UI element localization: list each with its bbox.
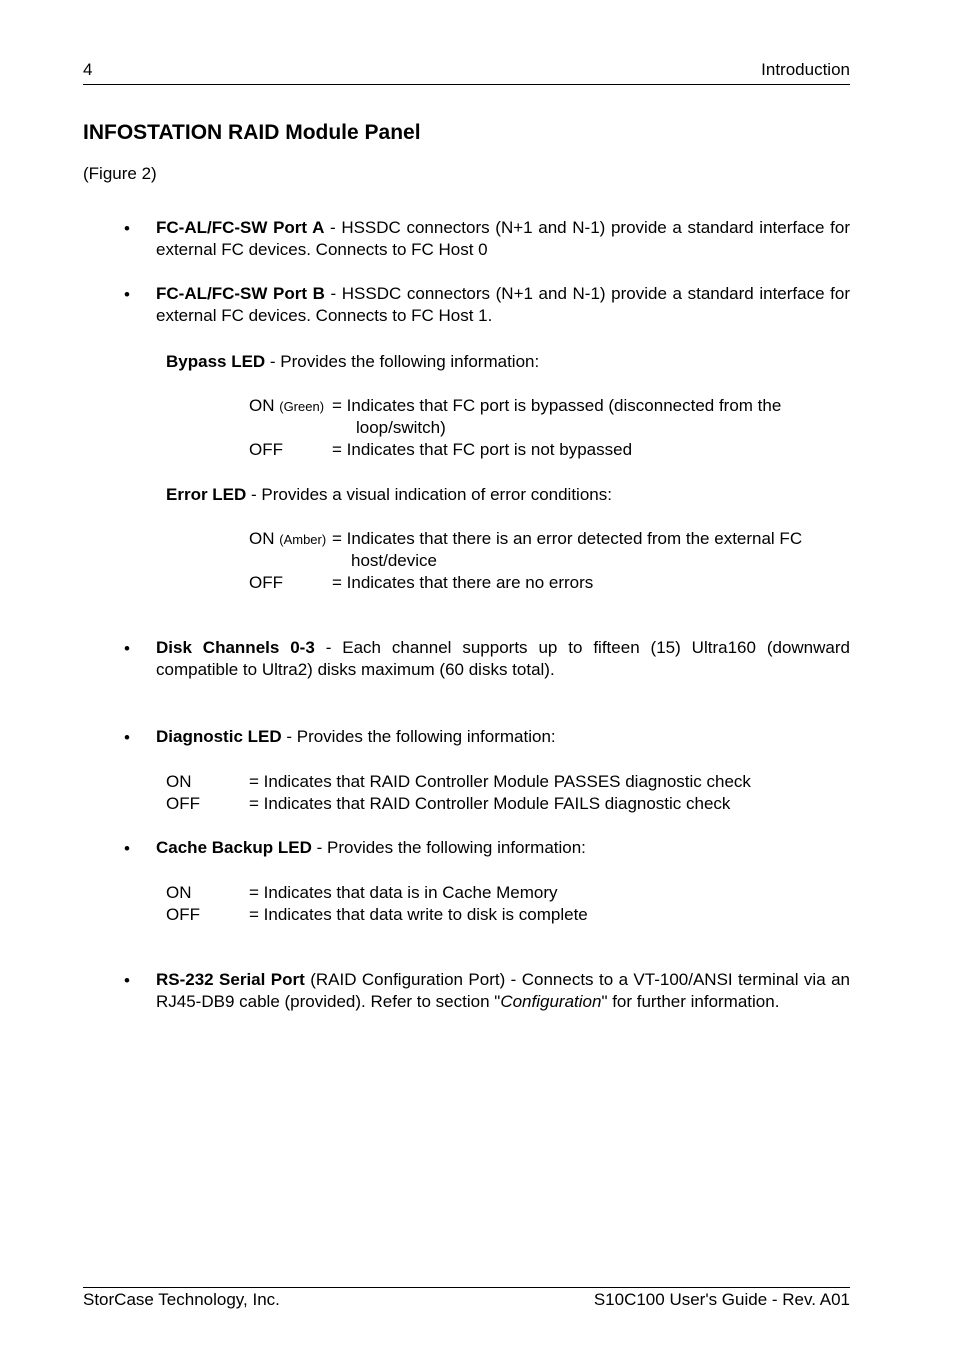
error-on-desc-cont: host/device bbox=[351, 551, 437, 570]
port-a-text: - HSSDC connectors (N+1 and N-1) provide a standard interface for external FC devices. Connects to FC Host 0 bbox=[156, 218, 850, 260]
footer-rule bbox=[83, 1287, 850, 1288]
footer-company: StorCase Technology, Inc. bbox=[83, 1290, 280, 1309]
error-led-heading bbox=[166, 485, 612, 505]
bypass-led-text: - Provides the following information: bbox=[265, 352, 540, 371]
state-on: ON bbox=[249, 396, 275, 415]
cache-off-state: OFF bbox=[166, 905, 200, 924]
header-rule bbox=[83, 84, 850, 85]
page-title: INFOSTATION RAID Module Panel bbox=[83, 121, 421, 144]
disk-channels-text: - Each channel supports up to fifteen (15) Ultra160 (downward compatible to Ultra2) disks maximum (60 disks total). bbox=[156, 638, 850, 680]
cache-backup-led-text: - Provides the following information: bbox=[311, 838, 586, 857]
footer-doc-id: S10C100 User's Guide - Rev. A01 bbox=[593, 1290, 850, 1309]
diagnostic-led-text: - Provides the following information: bbox=[281, 727, 556, 746]
state-on: ON bbox=[249, 529, 275, 548]
figure-reference: (Figure 2) bbox=[83, 164, 157, 183]
bullet-marker: • bbox=[124, 219, 130, 238]
bypass-led-label: Bypass LED bbox=[166, 352, 266, 371]
bullet-marker: • bbox=[124, 971, 130, 990]
disk-channels-label: Disk Channels 0-3 bbox=[156, 638, 315, 657]
diagnostic-led-item bbox=[156, 726, 850, 748]
bypass-on-desc-cont: loop/switch) bbox=[356, 418, 446, 437]
port-b-item bbox=[156, 283, 850, 328]
bypass-off-state: OFF bbox=[249, 440, 283, 459]
led-color-amber: (Amber) bbox=[279, 532, 327, 547]
rs232-item bbox=[156, 969, 850, 1014]
port-a-item bbox=[156, 217, 850, 262]
port-a-label: FC-AL/FC-SW Port A bbox=[156, 218, 325, 237]
port-b-text: - HSSDC connectors (N+1 and N-1) provide a standard interface for external FC devices. Connects to FC Host 1. bbox=[156, 284, 850, 326]
cache-backup-led-label: Cache Backup LED bbox=[156, 838, 312, 857]
bullet-marker: • bbox=[124, 728, 130, 747]
page-number: 4 bbox=[83, 60, 93, 79]
led-color-green: (Green) bbox=[279, 399, 325, 414]
error-off-desc: = Indicates that there are no errors bbox=[332, 573, 594, 592]
cache-off-desc: = Indicates that data write to disk is complete bbox=[249, 905, 588, 924]
rs232-text-end: " for further information. bbox=[601, 992, 780, 1012]
rs232-text: (RAID Configuration Port) - Connects to a VT-100/ANSI terminal via an RJ45-DB9 cable (provided). Refer to section " bbox=[156, 970, 850, 1012]
error-led-label: Error LED bbox=[166, 485, 247, 504]
error-led-text: - Provides a visual indication of error conditions: bbox=[246, 485, 612, 504]
rs232-section-ref: Configuration bbox=[500, 992, 602, 1012]
bypass-off-desc: = Indicates that FC port is not bypassed bbox=[332, 440, 633, 459]
error-on-desc: = Indicates that there is an error detected from the external FC bbox=[332, 529, 803, 548]
cache-on-state: ON bbox=[166, 883, 192, 902]
bypass-on-desc: = Indicates that FC port is bypassed (disconnected from the bbox=[332, 396, 782, 415]
rs232-label: RS-232 Serial Port bbox=[156, 970, 305, 989]
bullet-marker: • bbox=[124, 839, 130, 858]
bypass-led-heading bbox=[166, 352, 539, 372]
port-b-label: FC-AL/FC-SW Port B bbox=[156, 284, 325, 303]
cache-on-desc: = Indicates that data is in Cache Memory bbox=[249, 883, 558, 902]
error-off-state: OFF bbox=[249, 573, 283, 592]
diagnostic-off-state: OFF bbox=[166, 794, 200, 813]
bullet-marker: • bbox=[124, 639, 130, 658]
disk-channels-item bbox=[156, 637, 850, 682]
diagnostic-led-label: Diagnostic LED bbox=[156, 727, 282, 746]
diagnostic-on-state: ON bbox=[166, 772, 192, 791]
bullet-marker: • bbox=[124, 285, 130, 304]
cache-backup-led-item bbox=[156, 837, 850, 859]
bypass-on-state bbox=[249, 396, 324, 416]
diagnostic-on-desc: = Indicates that RAID Controller Module PASSES diagnostic check bbox=[249, 772, 751, 791]
header-section: Introduction bbox=[761, 60, 850, 79]
error-on-state bbox=[249, 529, 326, 549]
diagnostic-off-desc: = Indicates that RAID Controller Module FAILS diagnostic check bbox=[249, 794, 731, 813]
